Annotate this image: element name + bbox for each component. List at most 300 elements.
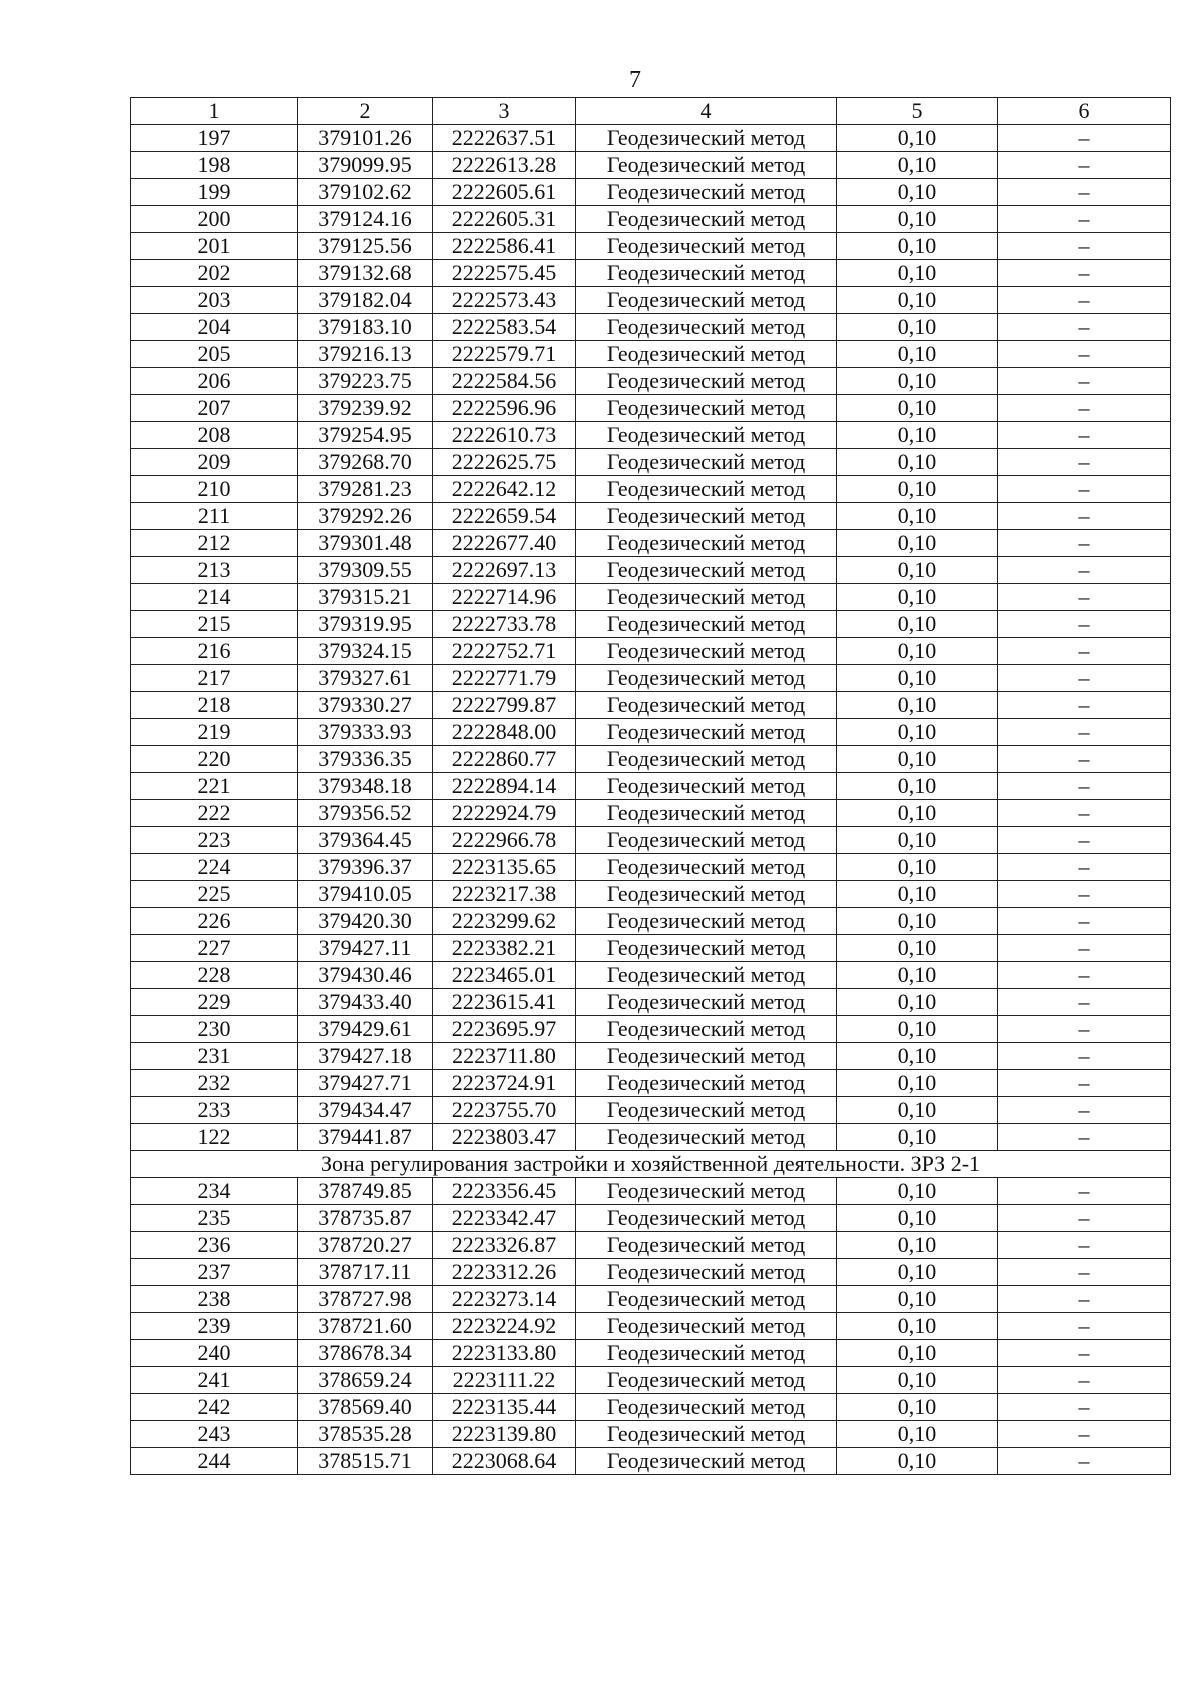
point-number-cell: 198 bbox=[131, 152, 298, 179]
point-number-cell: 213 bbox=[131, 557, 298, 584]
table-row bbox=[131, 1394, 1171, 1421]
method-cell: Геодезический метод bbox=[576, 908, 837, 935]
table-row bbox=[131, 1448, 1171, 1475]
point-number-cell: 221 bbox=[131, 773, 298, 800]
method-cell: Геодезический метод bbox=[576, 1448, 837, 1475]
method-cell: Геодезический метод bbox=[576, 1232, 837, 1259]
note-cell: – bbox=[998, 746, 1171, 773]
y-coordinate-cell: 2222586.41 bbox=[433, 233, 576, 260]
method-cell: Геодезический метод bbox=[576, 341, 837, 368]
table-row bbox=[131, 800, 1171, 827]
method-cell: Геодезический метод bbox=[576, 665, 837, 692]
x-coordinate-cell: 379324.15 bbox=[298, 638, 433, 665]
note-cell: – bbox=[998, 1205, 1171, 1232]
y-coordinate-cell: 2222596.96 bbox=[433, 395, 576, 422]
y-coordinate-cell: 2223342.47 bbox=[433, 1205, 576, 1232]
y-coordinate-cell: 2222610.73 bbox=[433, 422, 576, 449]
accuracy-cell: 0,10 bbox=[837, 476, 998, 503]
accuracy-cell: 0,10 bbox=[837, 1394, 998, 1421]
x-coordinate-cell: 379433.40 bbox=[298, 989, 433, 1016]
accuracy-cell: 0,10 bbox=[837, 800, 998, 827]
x-coordinate-cell: 379182.04 bbox=[298, 287, 433, 314]
y-coordinate-cell: 2222771.79 bbox=[433, 665, 576, 692]
y-coordinate-cell: 2223755.70 bbox=[433, 1097, 576, 1124]
x-coordinate-cell: 379216.13 bbox=[298, 341, 433, 368]
point-number-cell: 236 bbox=[131, 1232, 298, 1259]
table-row bbox=[131, 1313, 1171, 1340]
x-coordinate-cell: 379223.75 bbox=[298, 368, 433, 395]
x-coordinate-cell: 379319.95 bbox=[298, 611, 433, 638]
note-cell: – bbox=[998, 1313, 1171, 1340]
header-cell: 4 bbox=[576, 98, 837, 125]
accuracy-cell: 0,10 bbox=[837, 773, 998, 800]
accuracy-cell: 0,10 bbox=[837, 341, 998, 368]
method-cell: Геодезический метод bbox=[576, 1394, 837, 1421]
accuracy-cell: 0,10 bbox=[837, 719, 998, 746]
y-coordinate-cell: 2223135.65 bbox=[433, 854, 576, 881]
table-row bbox=[131, 908, 1171, 935]
x-coordinate-cell: 379315.21 bbox=[298, 584, 433, 611]
accuracy-cell: 0,10 bbox=[837, 422, 998, 449]
x-coordinate-cell: 379427.71 bbox=[298, 1070, 433, 1097]
x-coordinate-cell: 378678.34 bbox=[298, 1340, 433, 1367]
x-coordinate-cell: 378659.24 bbox=[298, 1367, 433, 1394]
accuracy-cell: 0,10 bbox=[837, 125, 998, 152]
y-coordinate-cell: 2222677.40 bbox=[433, 530, 576, 557]
page-number: 7 bbox=[629, 67, 641, 93]
method-cell: Геодезический метод bbox=[576, 719, 837, 746]
table-row bbox=[131, 125, 1171, 152]
table-row bbox=[131, 962, 1171, 989]
y-coordinate-cell: 2223139.80 bbox=[433, 1421, 576, 1448]
method-cell: Геодезический метод bbox=[576, 1367, 837, 1394]
accuracy-cell: 0,10 bbox=[837, 1016, 998, 1043]
accuracy-cell: 0,10 bbox=[837, 206, 998, 233]
coordinates-table-body bbox=[131, 98, 1171, 1475]
method-cell: Геодезический метод bbox=[576, 395, 837, 422]
method-cell: Геодезический метод bbox=[576, 611, 837, 638]
section-row bbox=[131, 1151, 1171, 1178]
y-coordinate-cell: 2223133.80 bbox=[433, 1340, 576, 1367]
note-cell: – bbox=[998, 233, 1171, 260]
table-row bbox=[131, 1259, 1171, 1286]
x-coordinate-cell: 379356.52 bbox=[298, 800, 433, 827]
table-row bbox=[131, 584, 1171, 611]
accuracy-cell: 0,10 bbox=[837, 854, 998, 881]
note-cell: – bbox=[998, 1178, 1171, 1205]
accuracy-cell: 0,10 bbox=[837, 1340, 998, 1367]
x-coordinate-cell: 378515.71 bbox=[298, 1448, 433, 1475]
x-coordinate-cell: 379410.05 bbox=[298, 881, 433, 908]
method-cell: Геодезический метод bbox=[576, 1340, 837, 1367]
coordinates-table bbox=[130, 97, 1171, 1475]
point-number-cell: 240 bbox=[131, 1340, 298, 1367]
header-cell: 6 bbox=[998, 98, 1171, 125]
point-number-cell: 237 bbox=[131, 1259, 298, 1286]
note-cell: – bbox=[998, 1394, 1171, 1421]
note-cell: – bbox=[998, 854, 1171, 881]
point-number-cell: 229 bbox=[131, 989, 298, 1016]
table-row bbox=[131, 611, 1171, 638]
method-cell: Геодезический метод bbox=[576, 1313, 837, 1340]
y-coordinate-cell: 2222642.12 bbox=[433, 476, 576, 503]
method-cell: Геодезический метод bbox=[576, 368, 837, 395]
method-cell: Геодезический метод bbox=[576, 503, 837, 530]
note-cell: – bbox=[998, 1448, 1171, 1475]
accuracy-cell: 0,10 bbox=[837, 395, 998, 422]
table-row bbox=[131, 989, 1171, 1016]
note-cell: – bbox=[998, 989, 1171, 1016]
accuracy-cell: 0,10 bbox=[837, 557, 998, 584]
x-coordinate-cell: 379327.61 bbox=[298, 665, 433, 692]
method-cell: Геодезический метод bbox=[576, 1421, 837, 1448]
method-cell: Геодезический метод bbox=[576, 287, 837, 314]
y-coordinate-cell: 2222894.14 bbox=[433, 773, 576, 800]
point-number-cell: 238 bbox=[131, 1286, 298, 1313]
x-coordinate-cell: 379427.18 bbox=[298, 1043, 433, 1070]
note-cell: – bbox=[998, 557, 1171, 584]
note-cell: – bbox=[998, 449, 1171, 476]
table-row bbox=[131, 1070, 1171, 1097]
note-cell: – bbox=[998, 1286, 1171, 1313]
x-coordinate-cell: 378717.11 bbox=[298, 1259, 433, 1286]
x-coordinate-cell: 379420.30 bbox=[298, 908, 433, 935]
note-cell: – bbox=[998, 1340, 1171, 1367]
table-row bbox=[131, 233, 1171, 260]
table-row bbox=[131, 314, 1171, 341]
y-coordinate-cell: 2222605.61 bbox=[433, 179, 576, 206]
table-row bbox=[131, 260, 1171, 287]
table-row bbox=[131, 1367, 1171, 1394]
point-number-cell: 209 bbox=[131, 449, 298, 476]
x-coordinate-cell: 379239.92 bbox=[298, 395, 433, 422]
accuracy-cell: 0,10 bbox=[837, 665, 998, 692]
method-cell: Геодезический метод bbox=[576, 935, 837, 962]
table-row bbox=[131, 746, 1171, 773]
y-coordinate-cell: 2222799.87 bbox=[433, 692, 576, 719]
table-row bbox=[131, 503, 1171, 530]
x-coordinate-cell: 379099.95 bbox=[298, 152, 433, 179]
method-cell: Геодезический метод bbox=[576, 989, 837, 1016]
method-cell: Геодезический метод bbox=[576, 746, 837, 773]
y-coordinate-cell: 2222573.43 bbox=[433, 287, 576, 314]
method-cell: Геодезический метод bbox=[576, 530, 837, 557]
note-cell: – bbox=[998, 476, 1171, 503]
y-coordinate-cell: 2223273.14 bbox=[433, 1286, 576, 1313]
y-coordinate-cell: 2223299.62 bbox=[433, 908, 576, 935]
x-coordinate-cell: 378749.85 bbox=[298, 1178, 433, 1205]
method-cell: Геодезический метод bbox=[576, 773, 837, 800]
y-coordinate-cell: 2223312.26 bbox=[433, 1259, 576, 1286]
point-number-cell: 227 bbox=[131, 935, 298, 962]
x-coordinate-cell: 378735.87 bbox=[298, 1205, 433, 1232]
point-number-cell: 215 bbox=[131, 611, 298, 638]
y-coordinate-cell: 2223803.47 bbox=[433, 1124, 576, 1151]
table-row bbox=[131, 854, 1171, 881]
accuracy-cell: 0,10 bbox=[837, 1205, 998, 1232]
note-cell: – bbox=[998, 314, 1171, 341]
y-coordinate-cell: 2223111.22 bbox=[433, 1367, 576, 1394]
x-coordinate-cell: 378720.27 bbox=[298, 1232, 433, 1259]
accuracy-cell: 0,10 bbox=[837, 692, 998, 719]
point-number-cell: 217 bbox=[131, 665, 298, 692]
note-cell: – bbox=[998, 800, 1171, 827]
point-number-cell: 232 bbox=[131, 1070, 298, 1097]
point-number-cell: 230 bbox=[131, 1016, 298, 1043]
note-cell: – bbox=[998, 395, 1171, 422]
x-coordinate-cell: 378721.60 bbox=[298, 1313, 433, 1340]
table-row bbox=[131, 1421, 1171, 1448]
table-row bbox=[131, 881, 1171, 908]
x-coordinate-cell: 379281.23 bbox=[298, 476, 433, 503]
point-number-cell: 235 bbox=[131, 1205, 298, 1232]
table-row bbox=[131, 1178, 1171, 1205]
table-row bbox=[131, 1340, 1171, 1367]
accuracy-cell: 0,10 bbox=[837, 152, 998, 179]
point-number-cell: 220 bbox=[131, 746, 298, 773]
note-cell: – bbox=[998, 1421, 1171, 1448]
note-cell: – bbox=[998, 1124, 1171, 1151]
point-number-cell: 202 bbox=[131, 260, 298, 287]
accuracy-cell: 0,10 bbox=[837, 1232, 998, 1259]
x-coordinate-cell: 379183.10 bbox=[298, 314, 433, 341]
y-coordinate-cell: 2223382.21 bbox=[433, 935, 576, 962]
accuracy-cell: 0,10 bbox=[837, 1367, 998, 1394]
table-row bbox=[131, 1016, 1171, 1043]
point-number-cell: 122 bbox=[131, 1124, 298, 1151]
y-coordinate-cell: 2223695.97 bbox=[433, 1016, 576, 1043]
table-row bbox=[131, 1232, 1171, 1259]
y-coordinate-cell: 2223724.91 bbox=[433, 1070, 576, 1097]
method-cell: Геодезический метод bbox=[576, 1178, 837, 1205]
point-number-cell: 226 bbox=[131, 908, 298, 935]
x-coordinate-cell: 379364.45 bbox=[298, 827, 433, 854]
accuracy-cell: 0,10 bbox=[837, 1097, 998, 1124]
x-coordinate-cell: 379102.62 bbox=[298, 179, 433, 206]
table-row bbox=[131, 179, 1171, 206]
point-number-cell: 211 bbox=[131, 503, 298, 530]
x-coordinate-cell: 379268.70 bbox=[298, 449, 433, 476]
method-cell: Геодезический метод bbox=[576, 1016, 837, 1043]
point-number-cell: 203 bbox=[131, 287, 298, 314]
table-row bbox=[131, 1043, 1171, 1070]
point-number-cell: 201 bbox=[131, 233, 298, 260]
note-cell: – bbox=[998, 638, 1171, 665]
y-coordinate-cell: 2223224.92 bbox=[433, 1313, 576, 1340]
note-cell: – bbox=[998, 422, 1171, 449]
method-cell: Геодезический метод bbox=[576, 476, 837, 503]
x-coordinate-cell: 379429.61 bbox=[298, 1016, 433, 1043]
method-cell: Геодезический метод bbox=[576, 314, 837, 341]
y-coordinate-cell: 2222625.75 bbox=[433, 449, 576, 476]
y-coordinate-cell: 2222714.96 bbox=[433, 584, 576, 611]
y-coordinate-cell: 2222966.78 bbox=[433, 827, 576, 854]
point-number-cell: 239 bbox=[131, 1313, 298, 1340]
accuracy-cell: 0,10 bbox=[837, 1070, 998, 1097]
y-coordinate-cell: 2222860.77 bbox=[433, 746, 576, 773]
note-cell: – bbox=[998, 260, 1171, 287]
x-coordinate-cell: 379292.26 bbox=[298, 503, 433, 530]
point-number-cell: 231 bbox=[131, 1043, 298, 1070]
accuracy-cell: 0,10 bbox=[837, 368, 998, 395]
method-cell: Геодезический метод bbox=[576, 827, 837, 854]
accuracy-cell: 0,10 bbox=[837, 314, 998, 341]
point-number-cell: 200 bbox=[131, 206, 298, 233]
method-cell: Геодезический метод bbox=[576, 1070, 837, 1097]
note-cell: – bbox=[998, 935, 1171, 962]
point-number-cell: 208 bbox=[131, 422, 298, 449]
table-row bbox=[131, 530, 1171, 557]
y-coordinate-cell: 2222659.54 bbox=[433, 503, 576, 530]
method-cell: Геодезический метод bbox=[576, 1097, 837, 1124]
accuracy-cell: 0,10 bbox=[837, 530, 998, 557]
y-coordinate-cell: 2222613.28 bbox=[433, 152, 576, 179]
accuracy-cell: 0,10 bbox=[837, 233, 998, 260]
method-cell: Геодезический метод bbox=[576, 800, 837, 827]
point-number-cell: 243 bbox=[131, 1421, 298, 1448]
point-number-cell: 233 bbox=[131, 1097, 298, 1124]
point-number-cell: 205 bbox=[131, 341, 298, 368]
accuracy-cell: 0,10 bbox=[837, 827, 998, 854]
table-row bbox=[131, 287, 1171, 314]
point-number-cell: 225 bbox=[131, 881, 298, 908]
note-cell: – bbox=[998, 908, 1171, 935]
x-coordinate-cell: 378727.98 bbox=[298, 1286, 433, 1313]
x-coordinate-cell: 379254.95 bbox=[298, 422, 433, 449]
point-number-cell: 212 bbox=[131, 530, 298, 557]
accuracy-cell: 0,10 bbox=[837, 260, 998, 287]
note-cell: – bbox=[998, 1097, 1171, 1124]
note-cell: – bbox=[998, 1070, 1171, 1097]
note-cell: – bbox=[998, 584, 1171, 611]
y-coordinate-cell: 2222848.00 bbox=[433, 719, 576, 746]
note-cell: – bbox=[998, 179, 1171, 206]
point-number-cell: 244 bbox=[131, 1448, 298, 1475]
x-coordinate-cell: 379348.18 bbox=[298, 773, 433, 800]
table-row bbox=[131, 1124, 1171, 1151]
point-number-cell: 216 bbox=[131, 638, 298, 665]
y-coordinate-cell: 2223217.38 bbox=[433, 881, 576, 908]
x-coordinate-cell: 379396.37 bbox=[298, 854, 433, 881]
x-coordinate-cell: 379124.16 bbox=[298, 206, 433, 233]
note-cell: – bbox=[998, 773, 1171, 800]
accuracy-cell: 0,10 bbox=[837, 1124, 998, 1151]
table-row bbox=[131, 449, 1171, 476]
x-coordinate-cell: 379330.27 bbox=[298, 692, 433, 719]
note-cell: – bbox=[998, 530, 1171, 557]
y-coordinate-cell: 2223615.41 bbox=[433, 989, 576, 1016]
y-coordinate-cell: 2223068.64 bbox=[433, 1448, 576, 1475]
accuracy-cell: 0,10 bbox=[837, 1178, 998, 1205]
method-cell: Геодезический метод bbox=[576, 179, 837, 206]
point-number-cell: 242 bbox=[131, 1394, 298, 1421]
note-cell: – bbox=[998, 692, 1171, 719]
note-cell: – bbox=[998, 962, 1171, 989]
table-row bbox=[131, 719, 1171, 746]
table-row bbox=[131, 422, 1171, 449]
point-number-cell: 206 bbox=[131, 368, 298, 395]
accuracy-cell: 0,10 bbox=[837, 962, 998, 989]
header-cell: 2 bbox=[298, 98, 433, 125]
y-coordinate-cell: 2223356.45 bbox=[433, 1178, 576, 1205]
point-number-cell: 197 bbox=[131, 125, 298, 152]
method-cell: Геодезический метод bbox=[576, 1205, 837, 1232]
accuracy-cell: 0,10 bbox=[837, 1286, 998, 1313]
y-coordinate-cell: 2222605.31 bbox=[433, 206, 576, 233]
point-number-cell: 234 bbox=[131, 1178, 298, 1205]
note-cell: – bbox=[998, 125, 1171, 152]
note-cell: – bbox=[998, 719, 1171, 746]
note-cell: – bbox=[998, 503, 1171, 530]
x-coordinate-cell: 379430.46 bbox=[298, 962, 433, 989]
accuracy-cell: 0,10 bbox=[837, 287, 998, 314]
table-row bbox=[131, 395, 1171, 422]
x-coordinate-cell: 379441.87 bbox=[298, 1124, 433, 1151]
accuracy-cell: 0,10 bbox=[837, 179, 998, 206]
accuracy-cell: 0,10 bbox=[837, 881, 998, 908]
y-coordinate-cell: 2222575.45 bbox=[433, 260, 576, 287]
point-number-cell: 207 bbox=[131, 395, 298, 422]
method-cell: Геодезический метод bbox=[576, 260, 837, 287]
table-row bbox=[131, 935, 1171, 962]
note-cell: – bbox=[998, 1232, 1171, 1259]
point-number-cell: 204 bbox=[131, 314, 298, 341]
note-cell: – bbox=[998, 1259, 1171, 1286]
table-row bbox=[131, 1097, 1171, 1124]
method-cell: Геодезический метод bbox=[576, 1286, 837, 1313]
accuracy-cell: 0,10 bbox=[837, 449, 998, 476]
note-cell: – bbox=[998, 1043, 1171, 1070]
y-coordinate-cell: 2222637.51 bbox=[433, 125, 576, 152]
x-coordinate-cell: 379132.68 bbox=[298, 260, 433, 287]
accuracy-cell: 0,10 bbox=[837, 908, 998, 935]
y-coordinate-cell: 2222697.13 bbox=[433, 557, 576, 584]
table-row bbox=[131, 152, 1171, 179]
x-coordinate-cell: 379333.93 bbox=[298, 719, 433, 746]
section-title: Зона регулирования застройки и хозяйственной деятельности. ЗРЗ 2-1 bbox=[131, 1151, 1171, 1178]
table-row bbox=[131, 665, 1171, 692]
method-cell: Геодезический метод bbox=[576, 638, 837, 665]
accuracy-cell: 0,10 bbox=[837, 1043, 998, 1070]
method-cell: Геодезический метод bbox=[576, 881, 837, 908]
table-row bbox=[131, 692, 1171, 719]
method-cell: Геодезический метод bbox=[576, 206, 837, 233]
x-coordinate-cell: 379125.56 bbox=[298, 233, 433, 260]
note-cell: – bbox=[998, 881, 1171, 908]
header-cell: 3 bbox=[433, 98, 576, 125]
header-cell: 5 bbox=[837, 98, 998, 125]
point-number-cell: 199 bbox=[131, 179, 298, 206]
point-number-cell: 218 bbox=[131, 692, 298, 719]
accuracy-cell: 0,10 bbox=[837, 1421, 998, 1448]
x-coordinate-cell: 379301.48 bbox=[298, 530, 433, 557]
table-header-row bbox=[131, 98, 1171, 125]
method-cell: Геодезический метод bbox=[576, 125, 837, 152]
table-row bbox=[131, 773, 1171, 800]
method-cell: Геодезический метод bbox=[576, 1259, 837, 1286]
note-cell: – bbox=[998, 665, 1171, 692]
x-coordinate-cell: 378535.28 bbox=[298, 1421, 433, 1448]
table-row bbox=[131, 1286, 1171, 1313]
y-coordinate-cell: 2223465.01 bbox=[433, 962, 576, 989]
point-number-cell: 228 bbox=[131, 962, 298, 989]
x-coordinate-cell: 379427.11 bbox=[298, 935, 433, 962]
point-number-cell: 224 bbox=[131, 854, 298, 881]
table-row bbox=[131, 1205, 1171, 1232]
table-row bbox=[131, 368, 1171, 395]
x-coordinate-cell: 379336.35 bbox=[298, 746, 433, 773]
accuracy-cell: 0,10 bbox=[837, 584, 998, 611]
